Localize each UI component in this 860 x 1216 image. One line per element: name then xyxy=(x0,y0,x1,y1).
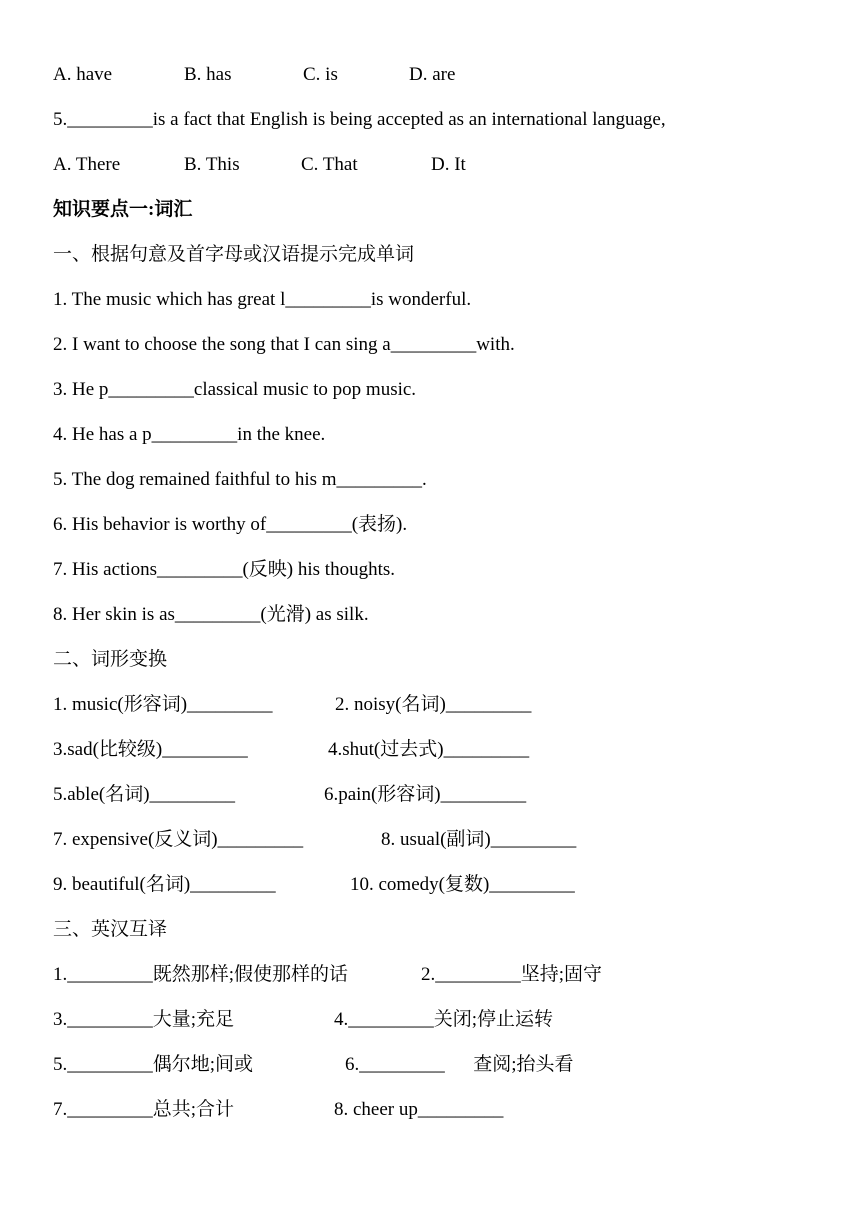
part2-item: 10. comedy(复数)_________ xyxy=(350,874,575,895)
q4-option-b: B. has xyxy=(184,64,232,85)
part3-item: 1._________既然那样;假使那样的话 xyxy=(53,964,349,985)
part1-item: 5. The dog remained faithful to his m_________. xyxy=(53,469,427,490)
part2-item: 3.sad(比较级)_________ xyxy=(53,739,248,760)
part3-title: 三、英汉互译 xyxy=(53,919,168,940)
section-heading: 知识要点一:词汇 xyxy=(53,199,193,220)
part2-title: 二、词形变换 xyxy=(53,649,168,670)
part1-item: 2. I want to choose the song that I can sing a_________with. xyxy=(53,334,515,355)
part1-item: 6. His behavior is worthy of_________(表扬). xyxy=(53,514,408,535)
part1-item: 7. His actions_________(反映) his thoughts. xyxy=(53,559,395,580)
part3-item: 8. cheer up_________ xyxy=(334,1099,504,1120)
part3-item: 4._________关闭;停止运转 xyxy=(334,1009,554,1030)
part1-title: 一、根据句意及首字母或汉语提示完成单词 xyxy=(53,244,415,265)
q4-option-d: D. are xyxy=(409,64,456,85)
part2-item: 7. expensive(反义词)_________ xyxy=(53,829,304,850)
q5-text: 5._________is a fact that English is being accepted as an international language, xyxy=(53,109,666,130)
q5-option-a: A. There xyxy=(53,154,121,175)
q5-option-b: B. This xyxy=(184,154,240,175)
part3-item: 3._________大量;充足 xyxy=(53,1009,235,1030)
part2-item: 6.pain(形容词)_________ xyxy=(324,784,527,805)
part1-item: 8. Her skin is as_________(光滑) as silk. xyxy=(53,604,369,625)
part1-item: 3. He p_________classical music to pop music. xyxy=(53,379,417,400)
q4-option-a: A. have xyxy=(53,64,113,85)
part1-item: 4. He has a p_________in the knee. xyxy=(53,424,326,445)
q5-option-d: D. It xyxy=(431,154,466,175)
part2-item: 9. beautiful(名词)_________ xyxy=(53,874,276,895)
part3-item: 5._________偶尔地;间或 xyxy=(53,1054,254,1075)
part2-item: 2. noisy(名词)_________ xyxy=(335,694,532,715)
part1-item: 1. The music which has great l_________is wonderful. xyxy=(53,289,472,310)
part3-item: 7._________总共;合计 xyxy=(53,1099,235,1120)
q4-option-c: C. is xyxy=(303,64,338,85)
part3-item: 2._________坚持;固守 xyxy=(421,964,603,985)
part2-item: 8. usual(副词)_________ xyxy=(381,829,577,850)
part2-item: 5.able(名词)_________ xyxy=(53,784,236,805)
q5-option-c: C. That xyxy=(301,154,358,175)
part2-item: 1. music(形容词)_________ xyxy=(53,694,273,715)
part3-item: 6._________ 查阅;抬头看 xyxy=(345,1054,574,1075)
part2-item: 4.shut(过去式)_________ xyxy=(328,739,530,760)
